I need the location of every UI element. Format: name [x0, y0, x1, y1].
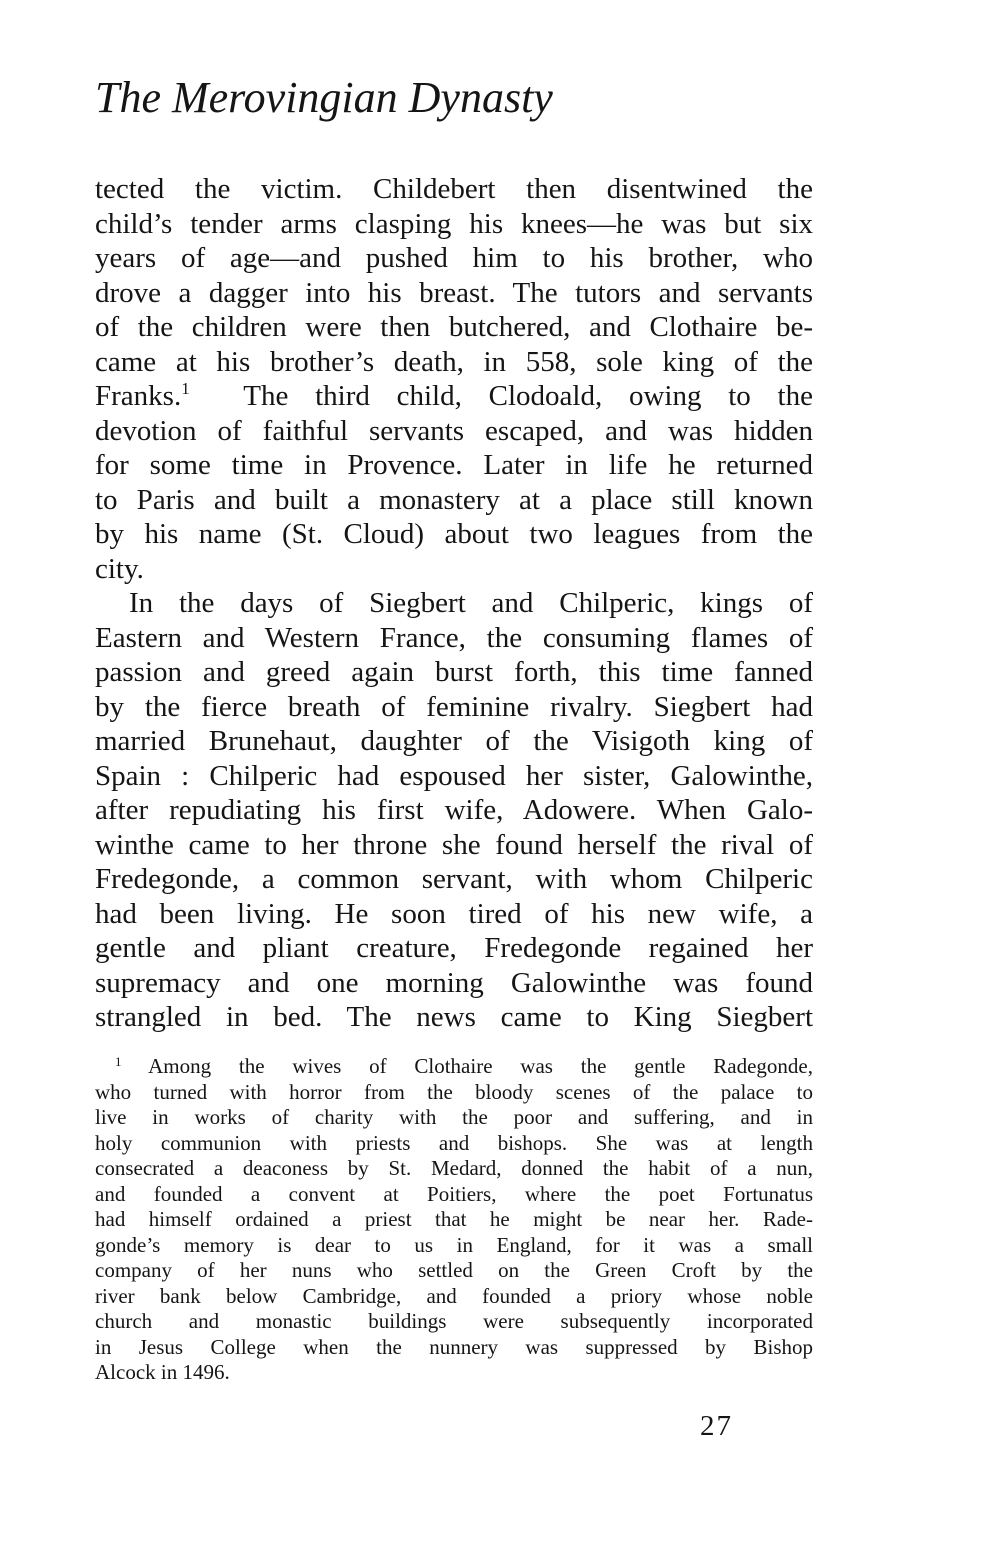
text-line: In the days of Siegbert and Chilperic, kings of: [129, 587, 813, 619]
text-line: winthe came to her throne she found herself the rival of: [95, 828, 813, 861]
footnote-line: gonde’s memory is dear to us in England, for it was a small: [95, 1232, 813, 1257]
footnote-line: consecrated a deaconess by St. Medard, donned the habit of a nun,: [95, 1156, 813, 1180]
footnote-line: who turned with horror from the bloody scenes of the palace to: [95, 1079, 813, 1104]
text-line: [95, 379, 813, 414]
footnote-line: river bank below Cambridge, and founded a priory whose noble: [95, 1283, 813, 1308]
footnote-line: and founded a convent at Poitiers, where the poet Fortunatus: [95, 1181, 813, 1206]
footnote-line: had himself ordained a priest that he might be near her. Rade-: [95, 1207, 813, 1231]
footnote-line: holy communion with priests and bishops. She was at length: [95, 1130, 813, 1155]
footnote-line: live in works of charity with the poor and suffering, and in: [95, 1105, 813, 1129]
text-line: Eastern and Western France, the consuming flames of: [95, 621, 813, 654]
page-number: 27: [700, 1410, 733, 1442]
text-line: city.: [95, 552, 144, 585]
footnote-line: church and monastic buildings were subsequently incorporated: [95, 1309, 813, 1333]
text-line: passion and greed again burst forth, this time fanned: [95, 656, 813, 688]
text-line: Fredegonde, a common servant, with whom Chilperic: [95, 863, 813, 895]
text-line: had been living. He soon tired of his new wife, a: [95, 897, 813, 930]
text-line: tected the victim. Childebert then disentwined the: [95, 173, 813, 205]
text-line: supremacy and one morning Galowinthe was found: [95, 966, 813, 999]
text-line: child’s tender arms clasping his knees—he was but six: [95, 207, 813, 240]
text-line: married Brunehaut, daughter of the Visigoth king of: [95, 725, 813, 757]
footnote: [95, 1054, 813, 1386]
footnote-text: Among the wives of Clothaire was the gentle Radegonde,: [148, 1054, 813, 1078]
text-line: of the children were then butchered, and Clothaire be-: [95, 311, 813, 343]
text-line: after repudiating his first wife, Adowere. When Galo-: [95, 794, 813, 826]
text-line: by his name (St. Cloud) about two leagues from the: [95, 518, 813, 550]
footnote-marker: 1: [115, 1054, 122, 1069]
running-title: The Merovingian Dynasty: [95, 73, 553, 122]
text-line: devotion of faithful servants escaped, and was hidden: [95, 414, 813, 447]
footnote-line: in Jesus College when the nunnery was suppressed by Bishop: [95, 1334, 813, 1359]
text-line: drove a dagger into his breast. The tutors and servants: [95, 276, 813, 309]
text-fragment: Franks.: [95, 380, 182, 412]
footnote-line: company of her nuns who settled on the Green Croft by the: [95, 1258, 813, 1282]
text-line: came at his brother’s death, in 558, sole king of the: [95, 345, 813, 378]
text-line: by the fierce breath of feminine rivalry. Siegbert had: [95, 690, 813, 723]
text-line: for some time in Provence. Later in life he returned: [95, 449, 813, 481]
footnote-reference: 1: [181, 379, 190, 398]
text-line: strangled in bed. The news came to King Siegbert: [95, 1001, 813, 1033]
text-fragment: The third child, Clodoald, owing to the: [243, 380, 813, 412]
text-line: years of age—and pushed him to his brother, who: [95, 242, 813, 274]
text-line: Spain : Chilperic had espoused her sister, Galowinthe,: [95, 759, 813, 792]
footnote-line: [95, 1054, 813, 1080]
main-text: [95, 172, 813, 1035]
footnote-line: Alcock in 1496.: [95, 1360, 230, 1384]
text-line: to Paris and built a monastery at a place still known: [95, 483, 813, 516]
text-line: gentle and pliant creature, Fredegonde regained her: [95, 932, 813, 964]
